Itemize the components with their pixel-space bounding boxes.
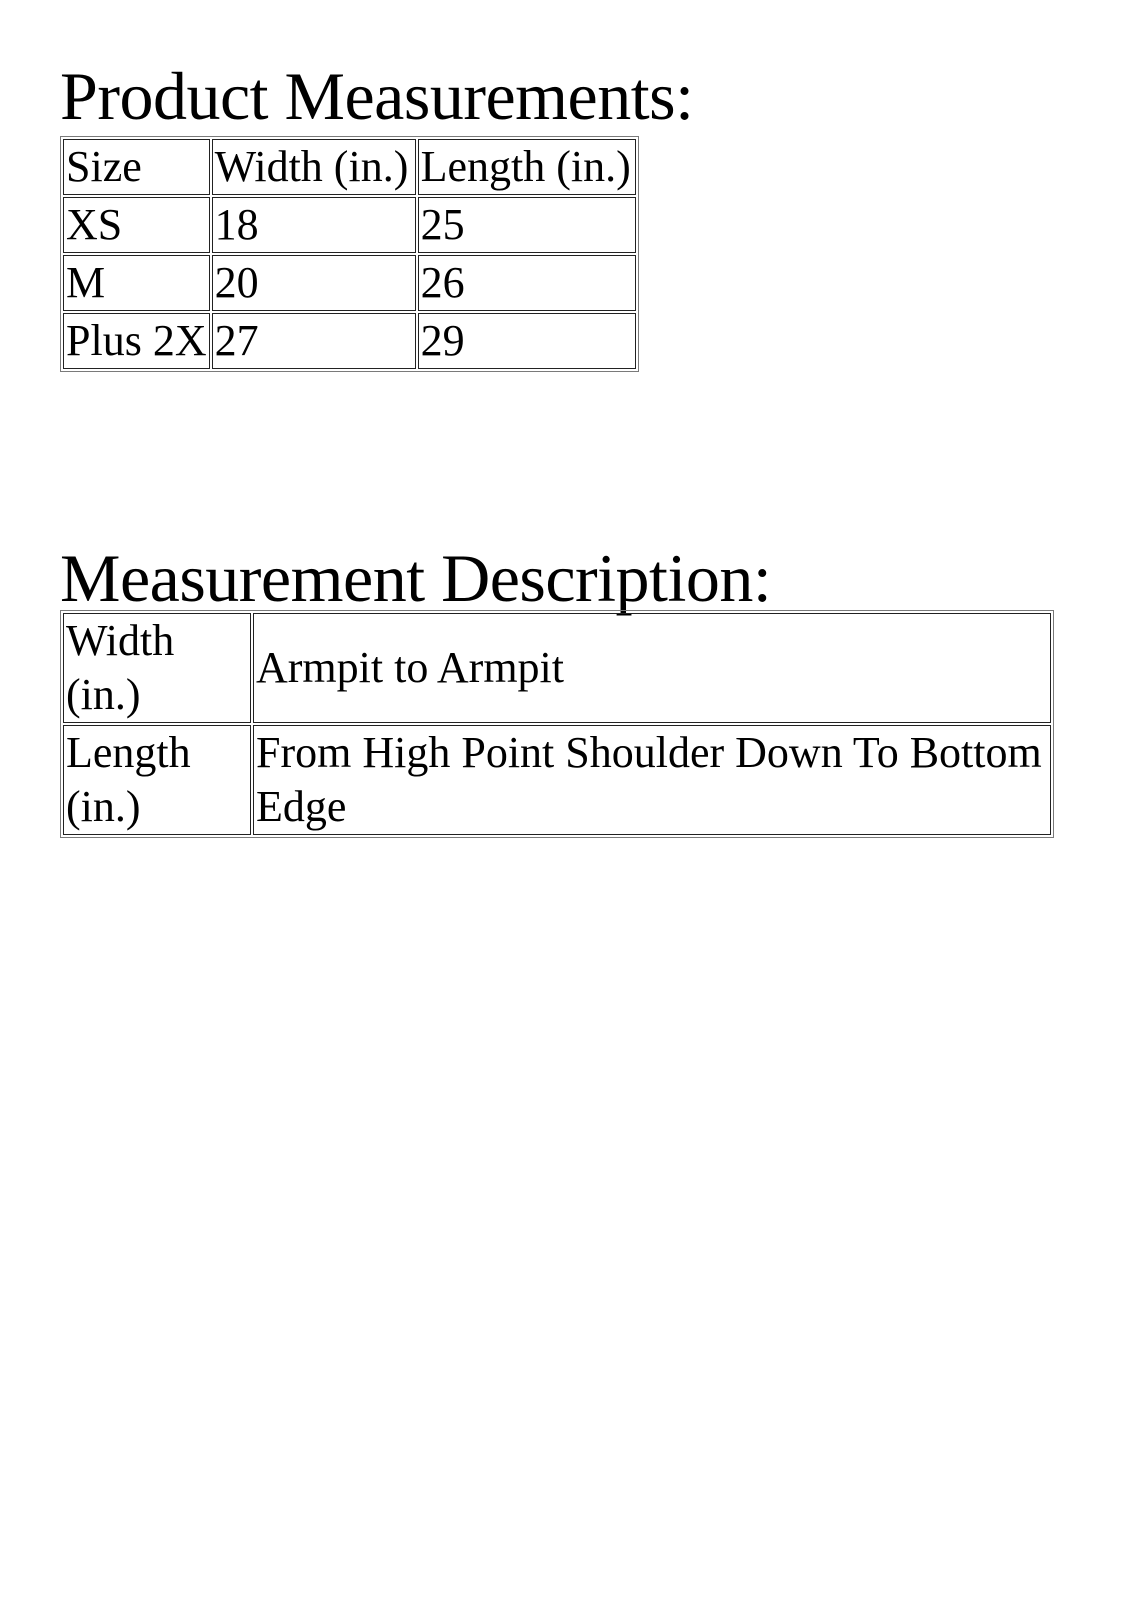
table-row (63, 313, 636, 369)
size-chart-table (60, 136, 639, 372)
measurement-description-table (60, 610, 1054, 838)
cell-size: XS (63, 197, 210, 253)
table-header-row (63, 139, 636, 195)
cell-width: 18 (212, 197, 416, 253)
cell-width: 27 (212, 313, 416, 369)
cell-length: 25 (418, 197, 636, 253)
cell-size: Plus 2X (63, 313, 210, 369)
cell-width: 20 (212, 255, 416, 311)
measurement-description-title: Measurement Description: (60, 540, 772, 616)
cell-length: 26 (418, 255, 636, 311)
table-row (63, 613, 1051, 723)
cell-length: 29 (418, 313, 636, 369)
table-row (63, 255, 636, 311)
table-row (63, 197, 636, 253)
product-measurements-title: Product Measurements: (60, 58, 694, 134)
header-width: Width (in.) (212, 139, 416, 195)
description-definition: Armpit to Armpit (253, 613, 1051, 723)
description-definition: From High Point Shoulder Down To Bottom Edge (253, 725, 1051, 835)
cell-size: M (63, 255, 210, 311)
header-length: Length (in.) (418, 139, 636, 195)
table-row (63, 725, 1051, 835)
description-term: Length (in.) (63, 725, 251, 835)
description-term: Width (in.) (63, 613, 251, 723)
header-size: Size (63, 139, 210, 195)
